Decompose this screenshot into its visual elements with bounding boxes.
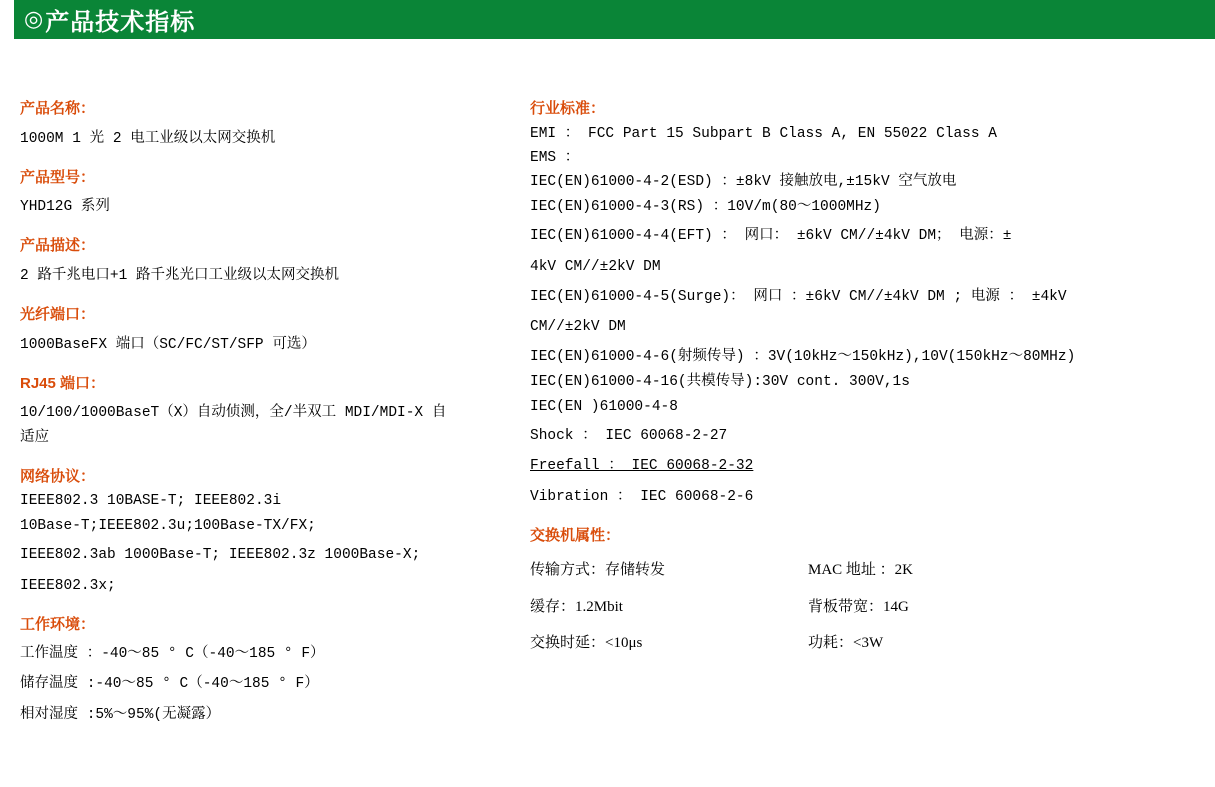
product-name-value: 1000M 1 光 2 电工业级以太网交换机: [20, 130, 276, 147]
working-temperature: 工作温度 ：-40～85 ° C（-40～185 ° F）: [20, 646, 325, 663]
rj45-port-label: RJ45 端口：: [20, 374, 106, 392]
attr-mac-address: MAC 地址 ：2K: [808, 562, 914, 579]
attr-backplane-bandwidth: 背板带宽：14G: [808, 598, 909, 615]
product-model-value: YHD12G 系列: [20, 199, 110, 216]
relative-humidity: 相对湿度 :5%～95%(无凝露）: [20, 706, 221, 723]
vibration-line: Vibration ： IEC 60068-2-6: [530, 488, 754, 505]
ems-line: EMS ：: [530, 149, 580, 166]
network-protocol-label: 网络协议：: [20, 467, 96, 485]
ems-eft-line-cont: 4kV CM//±2kV DM: [530, 258, 661, 275]
attr-power-consumption: 功耗：<3W: [808, 635, 884, 652]
rj45-port-value-line2: 适应: [20, 430, 49, 447]
shock-line: Shock ： IEC 60068-2-27: [530, 428, 728, 445]
page-title: 产品技术指标: [45, 9, 196, 36]
fiber-port-value: 1000BaseFX 端口（SC/FC/ST/SFP 可选）: [20, 336, 316, 353]
ems-surge-line: IEC(EN)61000-4-5(Surge)： 网口 ：±6kV CM//±4kV DM ; 电源 ： ±4kV: [530, 288, 1067, 305]
emi-line: EMI ： FCC Part 15 Subpart B Class A, EN 55022 Class A: [530, 125, 997, 142]
industry-standard-label: 行业标准：: [530, 100, 606, 117]
attr-switch-latency: 交换时延：<10μs: [530, 635, 643, 652]
product-model-label: 产品型号：: [20, 168, 96, 186]
switch-attributes-grid: [530, 559, 1190, 655]
right-column: [530, 39, 1190, 655]
ems-esd-line: IEC(EN)61000-4-2(ESD) ：±8kV 接触放电,±15kV 空气放电: [530, 174, 957, 191]
ems-eft-line: IEC(EN)61000-4-4(EFT) ： 网口： ±6kV CM//±4kV DM； 电源：±: [530, 228, 1012, 245]
ems-cm-line: IEC(EN)61000-4-16(共模传导):30V cont. 300V,1s: [530, 374, 910, 391]
ems-rs-line: IEC(EN)61000-4-3(RS) ：10V/m(80～1000MHz): [530, 198, 881, 215]
protocol-line-1: IEEE802.3 10BASE-T; IEEE802.3i: [20, 493, 282, 510]
page-header: [14, 0, 1215, 39]
spec-content: [0, 39, 1215, 787]
storage-temperature: 储存温度 :-40～85 ° C（-40～185 ° F）: [20, 676, 319, 693]
rj45-port-value-line1: 10/100/1000BaseT（X）自动侦测，全/半双工 MDI/MDI-X 自: [20, 405, 447, 422]
protocol-line-4: IEEE802.3x;: [20, 577, 116, 594]
switch-attributes-label: 交换机属性：: [530, 526, 621, 544]
attr-transmission-mode: 传输方式：存储转发: [530, 562, 666, 579]
ring-icon: ◎: [24, 6, 44, 32]
product-description-value: 2 路千兆电口+1 路千兆光口工业级以太网交换机: [20, 267, 340, 284]
product-description-label: 产品描述：: [20, 237, 96, 255]
protocol-line-3: IEEE802.3ab 1000Base-T; IEEE802.3z 1000Base-X;: [20, 547, 421, 564]
product-name-label: 产品名称：: [20, 100, 96, 117]
left-column: [20, 39, 512, 727]
protocol-line-2: 10Base-T;IEEE802.3u;100Base-TX/FX;: [20, 517, 316, 534]
attr-buffer: 缓存：1.2Mbit: [530, 598, 623, 615]
ems-cs-line: IEC(EN)61000-4-6(射频传导) ：3V(10kHz～150kHz),10V(150kHz～80MHz): [530, 349, 1076, 366]
freefall-line: Freefall ： IEC 60068-2-32: [530, 458, 754, 475]
working-environment-label: 工作环境：: [20, 615, 96, 633]
ems-pfmf-line: IEC(EN )61000-4-8: [530, 398, 678, 415]
fiber-port-label: 光纤端口：: [20, 306, 96, 324]
ems-surge-line-cont: CM//±2kV DM: [530, 318, 626, 335]
